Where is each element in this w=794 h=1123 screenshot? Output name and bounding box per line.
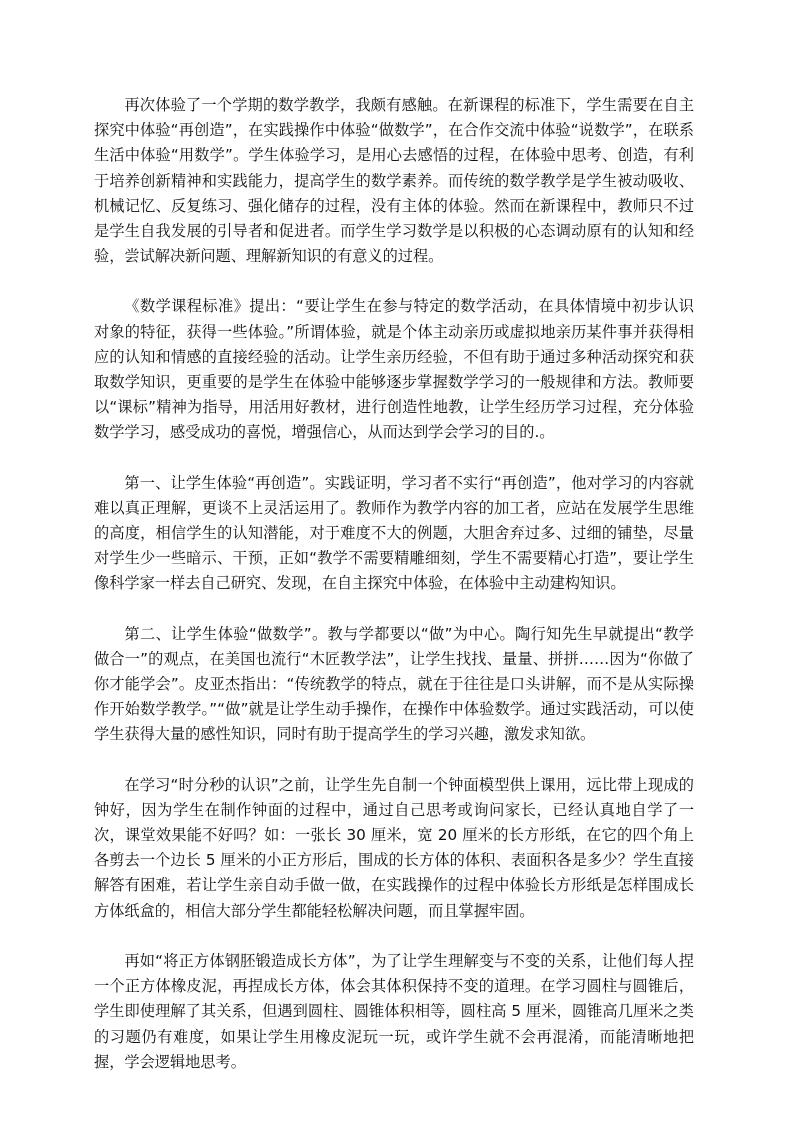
document-body: [94, 93, 694, 1100]
paragraph-doing-math: 第二、让学生体验“做数学”。教与学都要以“做”为中心。陶行知先生早就提出“教学做合一”的观点，在美国也流行“木匠教学法”，让学生找找、量量、拼拼……因为“你做了你才能学会”。皮亚杰指出：“传统教学的特点，就在于往往是口头讲解，而不是从实际操作开始数学教学。”“做”就是让学生动手操作，在操作中体验数学。通过实践活动，可以使学生获得大量的感性知识，同时有助于提高学生的学习兴趣，激发求知欲。: [94, 624, 694, 744]
paragraph-intro: 再次体验了一个学期的数学教学，我颇有感触。在新课程的标准下，学生需要在自主探究中体验“再创造”，在实践操作中体验“做数学”，在合作交流中体验“说数学”，在联系生活中体验“用数学”。学生体验学习，是用心去感悟的过程，在体验中思考、创造，有利于培养创新精神和实践能力，提高学生的数学素养。而传统的数学教学是学生被动吸收、机械记忆、反复练习、强化储存的过程，没有主体的体验。然而在新课程中，教师只不过是学生自我发展的引导者和促进者。而学生学习数学是以积极的心态调动原有的认知和经验，尝试解决新问题、理解新知识的有意义的过程。: [94, 96, 694, 266]
paragraph-clock-example: 在学习“时分秒的认识”之前，让学生先自制一个钟面模型供上课用，远比带上现成的钟好，因为学生在制作钟面的过程中，通过自己思考或询问家长，已经认真地自学了一次，课堂效果能不好吗？如：一张长 30 厘米，宽 20 厘米的长方形纸，在它的四个角上各剪去一个边长 5 厘米的小正方形后，围成的长方体的体积、表面积各是多少？学生直接解答有困难，若让学生亲自动手做一做，在实践操作的过程中体验长方形纸是怎样围成长方体纸盒的，相信大部分学生都能轻松解决问题，而且掌握牢固。: [94, 775, 694, 920]
paragraph-curriculum-standard: 《数学课程标准》提出：“要让学生在参与特定的数学活动，在具体情境中初步认识对象的特征，获得一些体验。”所谓体验，就是个体主动亲历或虚拟地亲历某件事并获得相应的认知和情感的直接经验的活动。让学生亲历经验，不但有助于通过多种活动探究和获取数学知识，更重要的是学生在体验中能够逐步掌握数学学习的一般规律和方法。教师要以“课标”精神为指导，用活用好教材，进行创造性地教，让学生经历学习过程，充分体验数学学习，感受成功的喜悦，增强信心，从而达到学会学习的目的.。: [94, 297, 694, 442]
paragraph-clay-example: 再如“将正方体钢胚锻造成长方体”，为了让学生理解变与不变的关系，让他们每人捏一个正方体橡皮泥，再捏成长方体，体会其体积保持不变的道理。在学习圆柱与圆锥后，学生即使理解了其关系，但遇到圆柱、圆锥体积相等，圆柱高 5 厘米，圆锥高几厘米之类的习题仍有难度，如果让学生用橡皮泥玩一玩，或许学生就不会再混淆，而能清晰地把握，学会逻辑地思考。: [94, 951, 694, 1071]
paragraph-recreation: 第一、让学生体验“再创造”。实践证明，学习者不实行“再创造”，他对学习的内容就难以真正理解，更谈不上灵活运用了。教师作为教学内容的加工者，应站在发展学生思维的高度，相信学生的认知潜能，对于难度不大的例题，大胆舍弃过多、过细的铺垫，尽量对学生少一些暗示、干预，正如“教学不需要精雕细刻，学生不需要精心打造”，要让学生像科学家一样去自己研究、发现，在自主探究中体验，在体验中主动建构知识。: [94, 473, 694, 593]
